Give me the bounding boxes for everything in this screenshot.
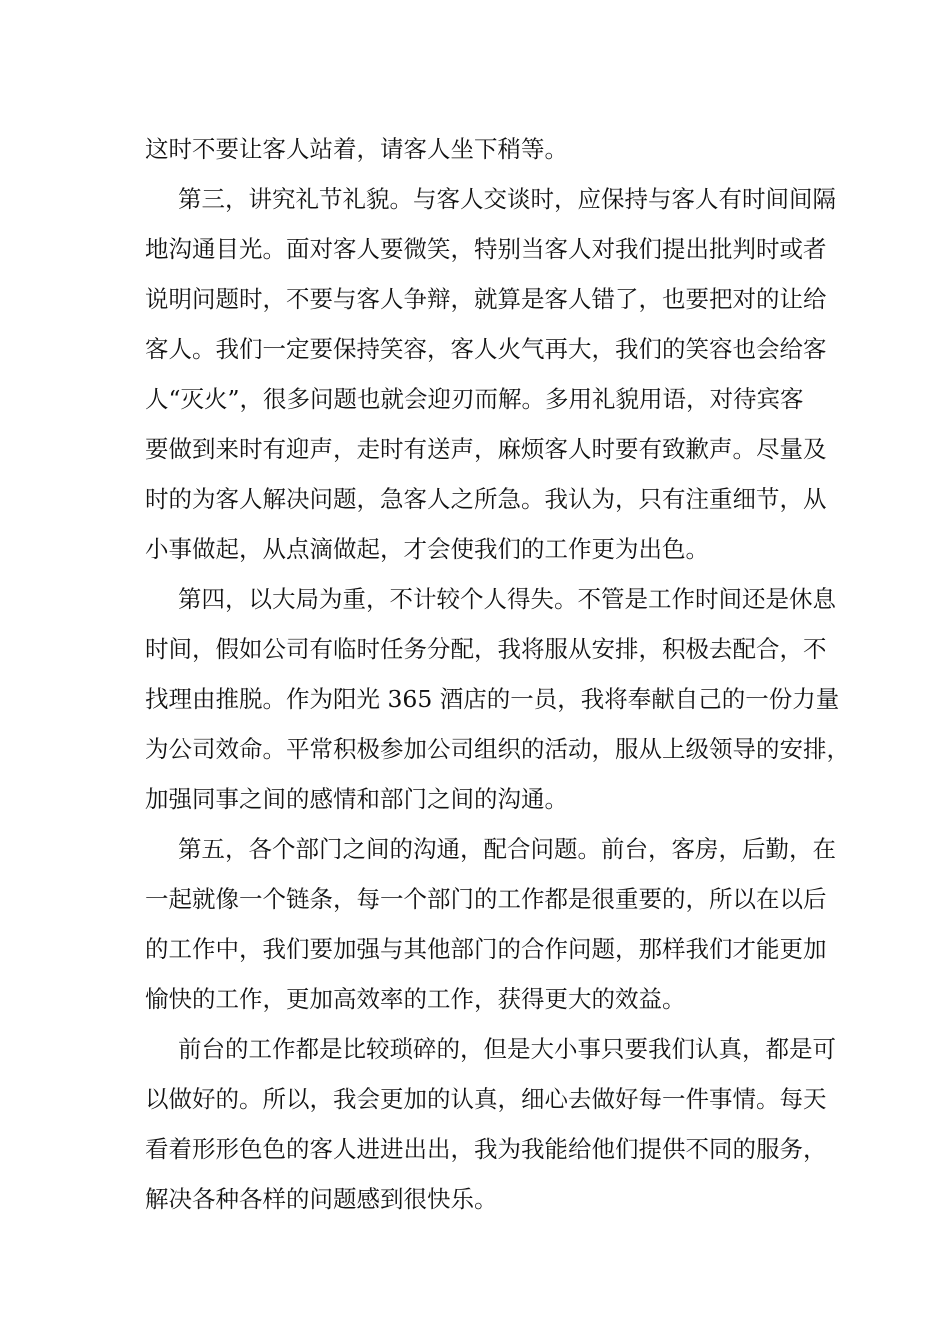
text-line: 加强同事之间的感情和部门之间的沟通。	[145, 785, 568, 813]
paragraph-1	[145, 124, 825, 174]
text-line: 说明问题时，不要与客人争辩，就算是客人错了，也要把对的让给	[145, 285, 827, 313]
paragraph-5	[145, 1024, 836, 1224]
body-text	[145, 124, 850, 1224]
text-line: 小事做起，从点滴做起，才会使我们的工作更为出色。	[145, 535, 709, 563]
text-line: 前台的工作都是比较琐碎的，但是大小事只要我们认真，都是可	[178, 1035, 836, 1063]
text-line: 愉快的工作，更加高效率的工作，获得更大的效益。	[145, 985, 686, 1013]
text-line: 为公司效命。平常积极参加公司组织的活动，服从上级领导的安排，	[145, 735, 850, 763]
paragraph-2	[145, 174, 836, 574]
text-line: 地沟通目光。面对客人要微笑，特别当客人对我们提出批判时或者	[145, 235, 827, 263]
paragraph-4	[145, 824, 836, 1024]
text-line: 的工作中，我们要加强与其他部门的合作问题，那样我们才能更加	[145, 935, 827, 963]
paragraph-3	[145, 574, 850, 824]
text-line: 要做到来时有迎声，走时有送声，麻烦客人时要有致歉声。尽量及	[145, 435, 827, 463]
text-line: 第五，各个部门之间的沟通，配合问题。前台，客房，后勤，在	[178, 835, 836, 863]
text-line: 第三，讲究礼节礼貌。与客人交谈时，应保持与客人有时间间隔	[178, 185, 836, 213]
text-line: 时间，假如公司有临时任务分配，我将服从安排，积极去配合，不	[145, 635, 827, 663]
text-line: 以做好的。所以，我会更加的认真，细心去做好每一件事情。每天	[145, 1085, 827, 1113]
text-line: 一起就像一个链条，每一个部门的工作都是很重要的，所以在以后	[145, 885, 827, 913]
text-line: 第四，以大局为重，不计较个人得失。不管是工作时间还是休息	[178, 585, 836, 613]
text-line: 这时不要让客人站着，请客人坐下稍等。	[145, 135, 568, 163]
text-line: 客人。我们一定要保持笑容，客人火气再大，我们的笑容也会给客	[145, 335, 827, 363]
text-line: 人“灭火”，很多问题也就会迎刃而解。多用礼貌用语，对待宾客	[145, 385, 804, 413]
text-line: 看着形形色色的客人进进出出，我为我能给他们提供不同的服务，	[145, 1135, 827, 1163]
text-line: 时的为客人解决问题，急客人之所急。我认为，只有注重细节，从	[145, 485, 827, 513]
text-line: 找理由推脱。作为阳光 365 酒店的一员，我将奉献自己的一份力量	[145, 685, 840, 713]
text-line: 解决各种各样的问题感到很快乐。	[145, 1185, 498, 1213]
